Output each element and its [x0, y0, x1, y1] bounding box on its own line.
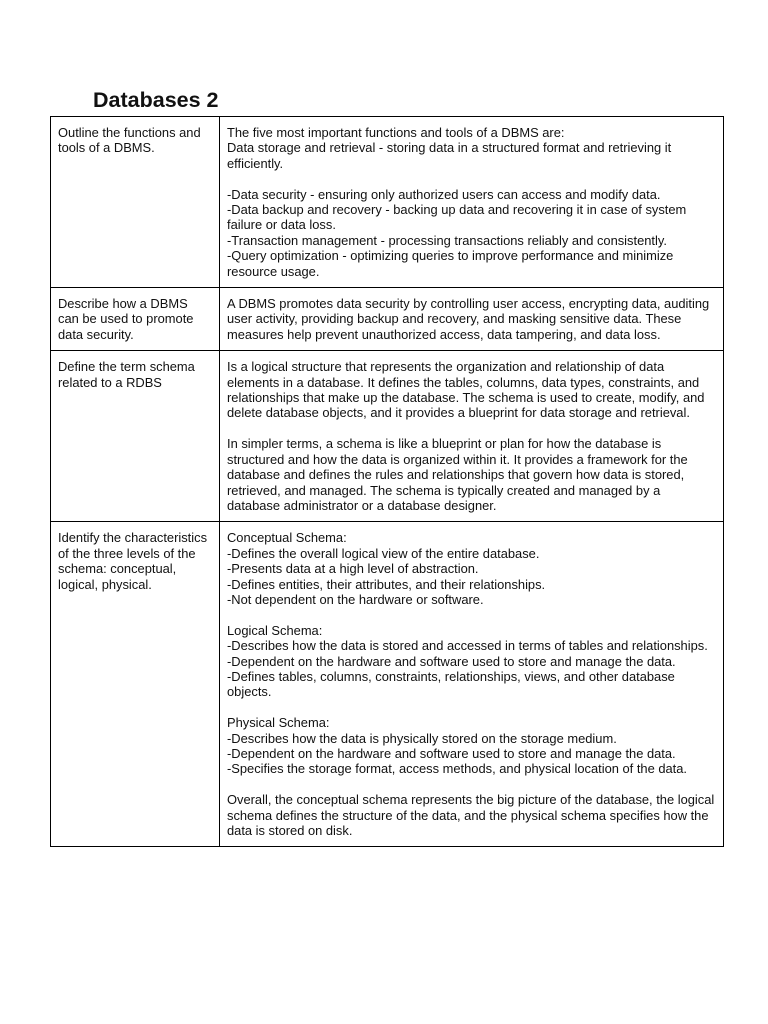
answer-paragraph	[227, 436, 716, 513]
answer-line: -Defines entities, their attributes, and their relationships.	[227, 576, 546, 592]
question-text: Define the term schema related to a RDBS	[58, 359, 195, 390]
qa-table	[50, 116, 724, 847]
answer-line: -Dependent on the hardware and software used to store and manage the data.	[227, 745, 676, 761]
answer-line: -Query optimization - optimizing queries to improve performance and minimize resource usage.	[227, 248, 674, 279]
answer-line: Conceptual Schema:	[227, 530, 347, 546]
answer-paragraph	[227, 792, 716, 838]
question-text: Describe how a DBMS can be used to promote data security.	[58, 296, 194, 342]
answer-line: -Dependent on the hardware and software used to store and manage the data.	[227, 653, 676, 669]
answer-line: -Specifies the storage format, access methods, and physical location of the data.	[227, 761, 688, 777]
answer-line: In simpler terms, a schema is like a blueprint or plan for how the database is structured and how the data is organized within it. It provides a framework for the database and defines the rules and relationships that govern how data is stored, retrieved, and managed. The schema is typically created and managed by a database administrator or a database designer.	[227, 436, 688, 513]
question-cell	[51, 117, 220, 288]
answer-line: Logical Schema:	[227, 622, 323, 638]
question-cell	[51, 351, 220, 522]
answer-cell	[220, 351, 724, 522]
answer-line: -Data backup and recovery - backing up data and recovering it in case of system failure or data loss.	[227, 202, 687, 233]
answer-cell	[220, 117, 724, 288]
answer-line: Data storage and retrieval - storing data in a structured format and retrieving it efficiently.	[227, 140, 672, 171]
answer-line: -Not dependent on the hardware or software.	[227, 591, 484, 607]
page-title: Databases 2	[93, 88, 219, 112]
answer-paragraph	[227, 623, 716, 700]
answer-line: Is a logical structure that represents the organization and relationship of data elements in a database. It defines the tables, columns, data types, constraints, and relationships that make up the database. The schema is used to create, modify, and delete database objects, and it provides a blueprint for data storage and retrieval.	[227, 359, 705, 421]
question-text: Identify the characteristics of the three levels of the schema: conceptual, logical, physical.	[58, 530, 208, 592]
question-text: Outline the functions and tools of a DBMS.	[58, 125, 201, 156]
answer-line: Physical Schema:	[227, 715, 330, 731]
question-cell	[51, 522, 220, 847]
answer-cell	[220, 288, 724, 351]
answer-paragraph	[227, 125, 716, 171]
table-row	[51, 522, 724, 847]
qa-table-body	[51, 117, 724, 847]
answer-paragraph	[227, 530, 716, 607]
answer-paragraph	[227, 296, 716, 342]
table-row	[51, 117, 724, 288]
answer-paragraph	[227, 359, 716, 421]
answer-paragraph	[227, 187, 716, 279]
answer-line: -Data security - ensuring only authorized users can access and modify data.	[227, 186, 661, 202]
answer-line: -Describes how the data is stored and accessed in terms of tables and relationships.	[227, 638, 708, 654]
answer-line: -Presents data at a high level of abstraction.	[227, 561, 479, 577]
table-row	[51, 351, 724, 522]
answer-cell	[220, 522, 724, 847]
answer-line: -Transaction management - processing transactions reliably and consistently.	[227, 232, 667, 248]
answer-line: The five most important functions and tools of a DBMS are:	[227, 125, 565, 140]
answer-line: A DBMS promotes data security by controlling user access, encrypting data, auditing user activity, providing backup and recovery, and masking sensitive data. These measures help prevent unauthorized access, data tampering, and data loss.	[227, 296, 710, 342]
answer-line: -Defines tables, columns, constraints, relationships, views, and other database objects.	[227, 668, 675, 700]
answer-line: -Defines the overall logical view of the entire database.	[227, 545, 540, 561]
answer-line: -Describes how the data is physically stored on the storage medium.	[227, 730, 617, 746]
answer-line: Overall, the conceptual schema represents the big picture of the database, the logical schema defines the structure of the data, and the physical schema specifies how the data is stored on disk.	[227, 792, 715, 838]
question-cell	[51, 288, 220, 351]
answer-paragraph	[227, 715, 716, 777]
table-row	[51, 288, 724, 351]
